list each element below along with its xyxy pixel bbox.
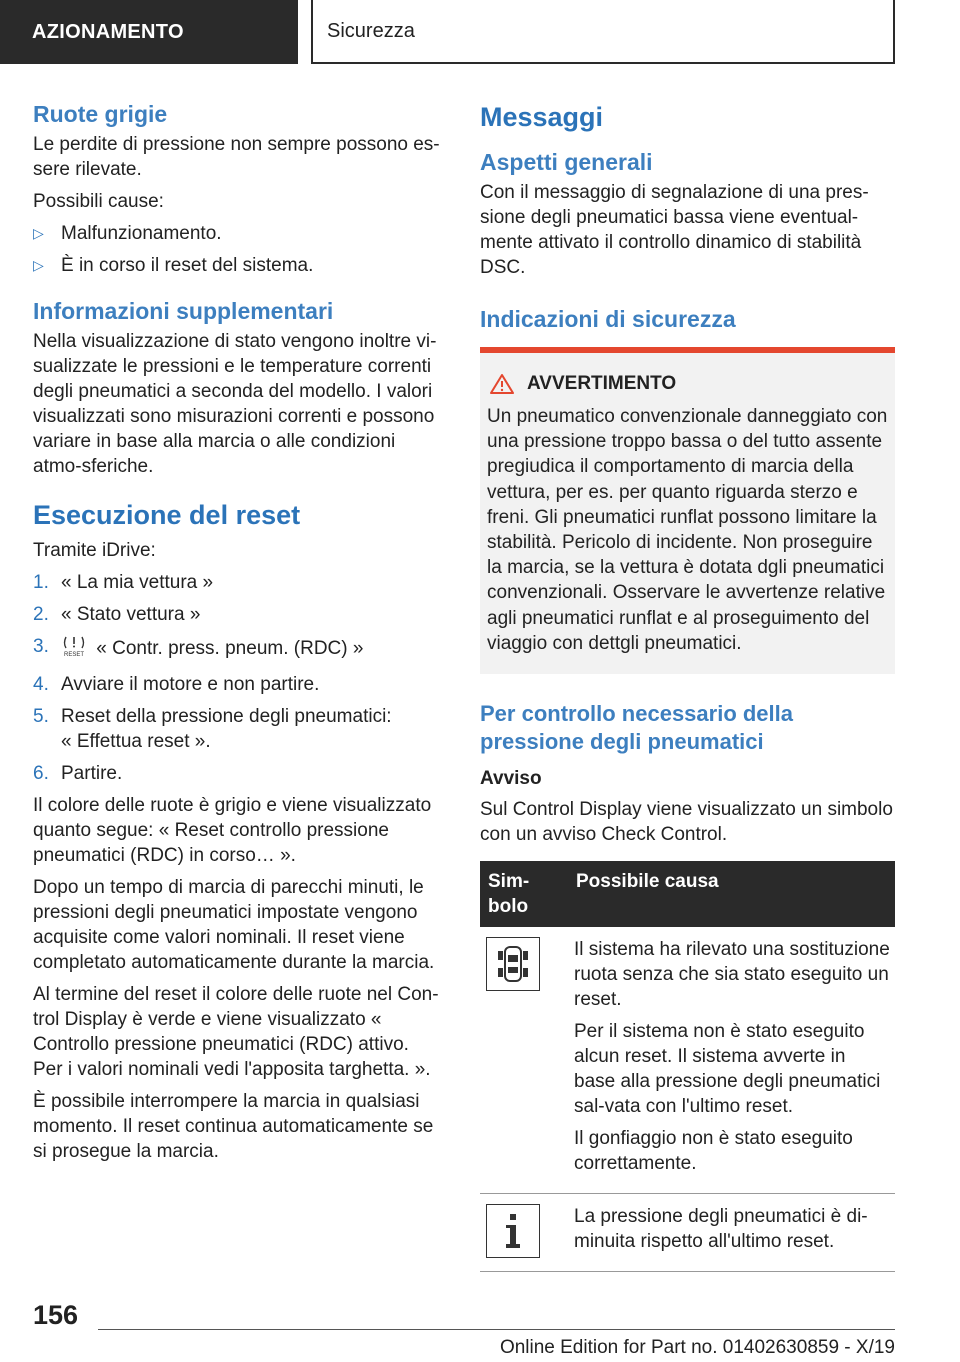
reset-steps xyxy=(33,570,441,786)
heading-aspetti-generali: Aspetti generali xyxy=(480,149,653,175)
heading-esecuzione-reset: Esecuzione del reset xyxy=(33,500,301,530)
right-column xyxy=(480,100,895,1272)
step-number: 3. xyxy=(33,636,49,657)
list-item xyxy=(33,602,441,627)
step-text: « Stato vettura » xyxy=(61,604,201,625)
list-item xyxy=(33,634,441,665)
step-number: 5. xyxy=(33,706,49,727)
paragraph: Con il messaggio di segnalazione di una pres-sione degli pneumatici bassa viene eventual-mente attivato il controllo dinamico di stabilità DSC. xyxy=(480,182,869,278)
page-header xyxy=(0,0,960,66)
list-item xyxy=(33,704,441,754)
step-text: Reset della pressione degli pneumatici: xyxy=(61,706,392,727)
table-header-cause: Possibile causa xyxy=(568,861,895,927)
step-number: 1. xyxy=(33,572,49,593)
table-header-symbol: Sim-bolo xyxy=(480,861,568,927)
paragraph: Possibili cause: xyxy=(33,191,164,212)
left-column xyxy=(33,100,441,1171)
info-icon xyxy=(486,1204,540,1258)
page-number: 156 xyxy=(33,1300,79,1330)
heading-messaggi: Messaggi xyxy=(480,102,604,132)
step-text: « Contr. press. pneum. (RDC) » xyxy=(96,638,364,659)
step-number: 2. xyxy=(33,604,49,625)
table-header-row xyxy=(480,861,895,927)
paragraph: Il colore delle ruote è grigio e viene visualizzato quanto segue: « Reset controllo pressione pneumatici (RDC) in corso… ». xyxy=(33,795,432,866)
paragraph: È possibile interrompere la marcia in qualsiasi momento. Il reset continua automaticamente se si prosegue la marcia. xyxy=(33,1091,434,1162)
paragraph: Nella visualizzazione di stato vengono inoltre vi-sualizzate le pressioni e le temperature correnti degli pneumatici a seconda del modello. I valori visualizzati sono misurazioni correnti e possono variare in base alla marcia o alle condizioni atmo-sferiche. xyxy=(33,331,437,477)
step-number: 4. xyxy=(33,674,49,695)
footer-divider xyxy=(98,1329,895,1330)
list-item xyxy=(33,672,441,697)
section-tab: AZIONAMENTO xyxy=(0,0,298,64)
list-item: ▷ Malfunzionamento. xyxy=(33,221,441,246)
list-item xyxy=(33,761,441,786)
paragraph: Dopo un tempo di marcia di parecchi minuti, le pressioni degli pneumatici impostate vengono acquisite come valori nominali. Il reset viene completato automaticamente durante la marcia. xyxy=(33,877,435,973)
step-text: Partire. xyxy=(61,763,123,784)
paragraph: Tramite iDrive: xyxy=(33,540,156,561)
tire-reset-icon xyxy=(61,634,87,665)
step-text: Avviare il motore e non partire. xyxy=(61,674,320,695)
reset-icon-label: RESET xyxy=(63,652,85,658)
avviso-label: Avviso xyxy=(480,768,542,790)
cause-text: Per il sistema non è stato eseguito alcun reset. Il sistema avverte in base alla pressione degli pneumatici sal-vata con l'ultimo reset. xyxy=(574,1021,881,1118)
table-row xyxy=(480,1194,895,1272)
list-item: ▷ È in corso il reset del sistema. xyxy=(33,253,441,278)
edition-text: Online Edition for Part no. 01402630859 - X/19 xyxy=(499,1337,895,1358)
heading-indicazioni-sicurezza: Indicazioni di sicurezza xyxy=(480,306,736,332)
warning-title-text: AVVERTIMENTO xyxy=(527,373,677,394)
step-text: « Effettua reset ». xyxy=(61,731,211,752)
heading-ruote-grigie: Ruote grigie xyxy=(33,101,168,127)
paragraph: Al termine del reset il colore delle ruote nel Con-trol Display è verde e viene visualizzato « Controllo pressione pneumatici (RDC) attivo. Per i valori nominali vedi l'apposita targhetta. ». xyxy=(33,984,439,1080)
symbols-table xyxy=(480,861,895,1272)
topic-tab: Sicurezza xyxy=(311,0,895,64)
cause-text: Il sistema ha rilevato una sostituzione ruota senza che sia stato eseguito un reset. xyxy=(574,939,890,1011)
cause-text: Il gonfiaggio non è stato eseguito correttamente. xyxy=(574,1128,853,1175)
table-row xyxy=(480,927,895,1194)
warning-text: Un pneumatico convenzionale danneggiato con una pressione troppo bassa o del tutto assente pregiudica il comportamento di marcia della vettura, per es. per quanto riguarda sterzo e freni. Gli pneumatici runflat possono limitare la stabilità. Pericolo di incidente. Non proseguire la marcia, se la vettura è dotata dgli pneumatici convenzionali. Osservare le avvertenze relative agli pneumatici runflat e al proseguimento del viaggio con dettgli pneumatici. xyxy=(487,406,888,654)
warning-box xyxy=(480,347,895,674)
paragraph: Sul Control Display viene visualizzato un simbolo con un avviso Check Control. xyxy=(480,799,893,846)
heading-informazioni: Informazioni supplementari xyxy=(33,298,334,324)
paragraph: Le perdite di pressione non sempre possono es-sere rilevate. xyxy=(33,134,440,180)
cause-text: La pressione degli pneumatici è di-minuita rispetto all'ultimo reset. xyxy=(574,1206,868,1253)
causes-list xyxy=(33,221,441,278)
step-text: « La mia vettura » xyxy=(61,572,214,593)
warning-title xyxy=(487,371,888,396)
warning-triangle-icon xyxy=(489,373,515,395)
list-item xyxy=(33,570,441,595)
heading-controllo-pressione: Per controllo necessario della pressione degli pneumatici xyxy=(480,701,794,755)
step-number: 6. xyxy=(33,763,49,784)
vehicle-tire-pressure-icon xyxy=(486,937,540,991)
